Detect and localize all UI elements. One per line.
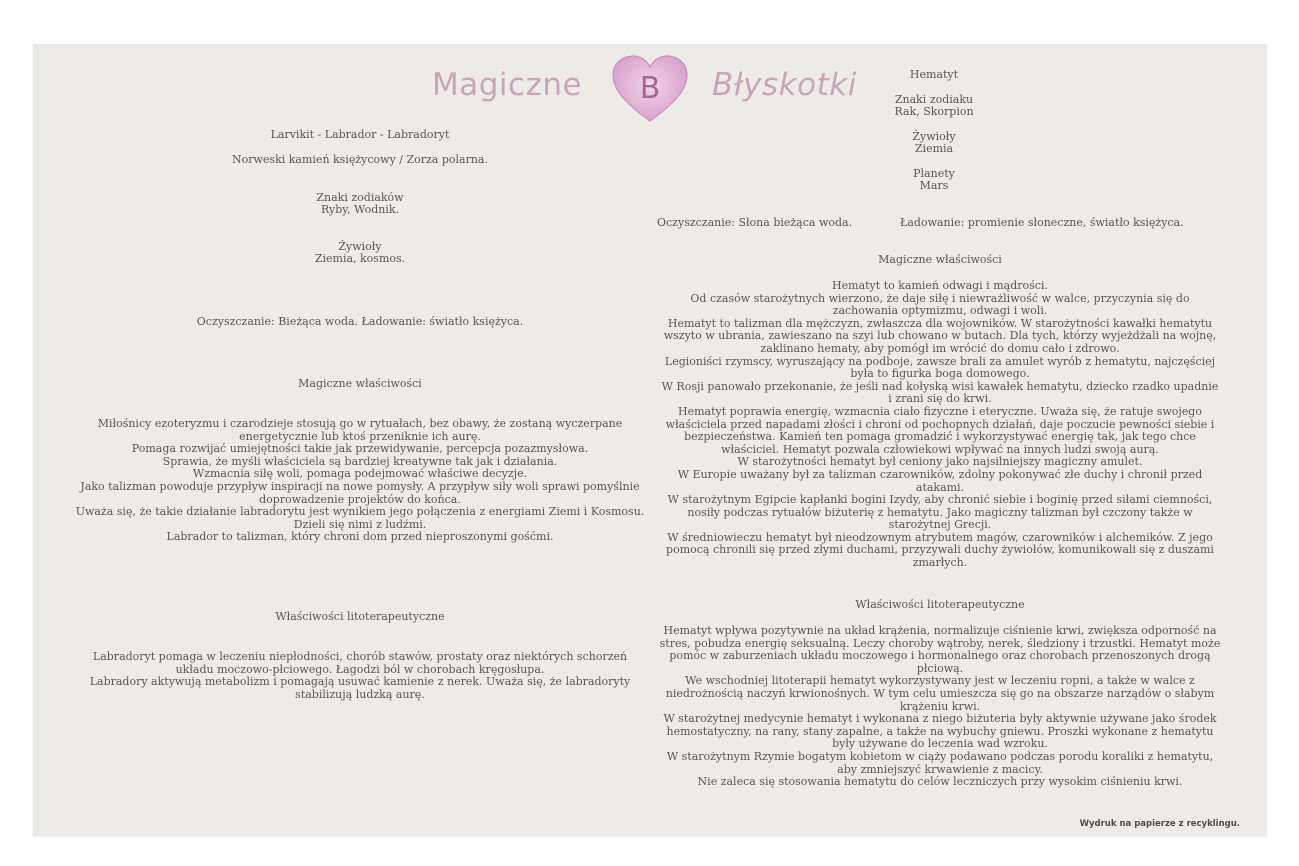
text-line: i zrani się do krwi. bbox=[888, 392, 992, 406]
left-magic-heading: Magiczne właściwości bbox=[298, 377, 422, 390]
brand-logo bbox=[430, 55, 870, 125]
text-line: Labradory aktywują metabolizm i pomagają usuwać kamienie z nerek. Uważa się, że labradoryty bbox=[89, 675, 631, 689]
text-line: była to figurka boga domowego. bbox=[850, 367, 1030, 381]
text-line: doprowadzenie projektów do końca. bbox=[259, 492, 461, 506]
left-elements-label: Żywioły bbox=[338, 240, 382, 253]
text-line: atakami. bbox=[915, 480, 965, 494]
text-line: Hematyt wpływa pozytywnie na układ krążenia, normalizuje ciśnienie krwi, zwiększa odporność na bbox=[663, 624, 1217, 637]
text-line: Jako talizman powoduje przypływ inspiracji na nowe pomysły. A przypływ siły woli sprawi pomyślnie bbox=[80, 479, 640, 493]
text-line: Legioniści rzymscy, wyruszający na podboje, zawsze brali za amulet wyrób z hematytu, najczęściej bbox=[664, 354, 1216, 368]
text-line: stabilizują ludzką aurę. bbox=[295, 687, 425, 701]
text-line: Dzieli się nimi z ludźmi. bbox=[293, 517, 427, 531]
logo-word-right: Błyskotki bbox=[712, 67, 857, 103]
text-line: niedrożnością naczyń krwionośnych. W tym celu umieszcza się go na obszarze narządów o słabym bbox=[665, 686, 1215, 700]
right-litho-heading: Właściwości litoterapeutyczne bbox=[855, 598, 1025, 611]
text-line: W Europie uważany był za talizman czarowników, zdolny pokonywać złe duchy i chronił przed bbox=[677, 467, 1203, 481]
right-zodiac-value: Rak, Skorpion bbox=[894, 105, 974, 118]
left-subtitle: Norweski kamień księżycowy / Zorza polarna. bbox=[232, 153, 488, 166]
right-magic-heading: Magiczne właściwości bbox=[878, 253, 1002, 266]
text-line: nosiły podczas rytuałów biżuterię z hematytu. Jako magiczny talizman był czczony także w bbox=[687, 505, 1193, 519]
right-zodiac-label: Znaki zodiaku bbox=[894, 93, 974, 106]
logo-word-left: Magiczne bbox=[432, 67, 583, 103]
text-line: W starożytnym Rzymie bogatym kobietom w ciąży podawano podczas porodu koraliki z hematytu, bbox=[666, 749, 1214, 763]
left-litho-heading: Właściwości litoterapeutyczne bbox=[275, 610, 445, 623]
text-line: pomocą chronili się przed złymi duchami, przyzywali duchy żywiołów, komunikowali się z duszami bbox=[666, 543, 1214, 557]
text-line: zmarłych. bbox=[912, 556, 968, 570]
left-zodiac-value: Ryby, Wodnik. bbox=[320, 203, 400, 216]
text-line: Labradoryt pomaga w leczeniu niepłodności, chorób stawów, prostaty oraz niektórych schorzeń bbox=[92, 650, 628, 663]
right-elements-value: Ziemia bbox=[914, 142, 954, 155]
text-line: W starożytnym Egipcie kapłanki bogini Izydy, aby chronić siebie i boginię przed siłami ciemności, bbox=[667, 493, 1213, 507]
text-line: były używane do leczenia wad wzroku. bbox=[832, 737, 1048, 751]
text-line: hemostatyczny, na rany, stany zapalne, a także na wybuchy gniewu. Proszki wykonane z hematytu bbox=[666, 724, 1214, 738]
text-line: Hematyt to talizman dla mężczyzn, zwłaszcza dla wojowników. W starożytności kawałki hematytu bbox=[667, 316, 1213, 330]
text-line: wszyto w ubrania, zawieszano na szyi lub chowano w butach. Dla tych, którzy wyjeżdżali na wojnę, bbox=[663, 329, 1217, 343]
text-line: krążeniu krwi. bbox=[899, 699, 981, 713]
left-magic-paragraph bbox=[55, 418, 665, 544]
right-planets-value: Mars bbox=[919, 179, 949, 192]
text-line: aby zmniejszyć krwawienie z macicy. bbox=[837, 762, 1043, 776]
left-title: Larvikit - Labrador - Labradoryt bbox=[270, 128, 450, 141]
left-litho-paragraph bbox=[55, 651, 665, 701]
text-line: Wzmacnia siłę woli, pomaga podejmować właściwe decyzje. bbox=[192, 467, 528, 481]
right-planets-label: Planety bbox=[913, 167, 955, 180]
text-line: stres, pobudza energię seksualną. Leczy choroby wątroby, nerek, śledziony i trzustki. Hematyt może bbox=[659, 636, 1221, 650]
text-line: Hematyt poprawia energię, wzmacnia ciało fizyczne i eteryczne. Uważa się, że ratuje swojego bbox=[678, 404, 1202, 418]
text-line: układu moczowo-płciowego. Łagodzi ból w chorobach kręgosłupa. bbox=[175, 662, 545, 676]
text-line: właściciela przed napadami złości i chroni od pochopnych działań, daje poczucie pewności siebie i bbox=[665, 417, 1215, 431]
text-line: właściciel. Hematyt pozwala człowiekowi wpływać na innych ludzi swoją aurą. bbox=[721, 442, 1159, 456]
text-line: W starożytności hematyt był ceniony jako najsilniejszy magiczny amulet. bbox=[737, 455, 1143, 469]
left-elements-value: Ziemia, kosmos. bbox=[314, 252, 406, 265]
heart-letter: B bbox=[639, 71, 661, 106]
text-line: pomóc w zaburzeniach układu moczowego i hormonalnego oraz chorobach przenoszonych drogą bbox=[669, 649, 1211, 663]
text-line: W starożytnej medycynie hematyt i wykonana z niego biżuteria były aktywnie używane jako środek bbox=[663, 712, 1217, 726]
text-line: Labrador to talizman, który chroni dom przed nieproszonymi gośćmi. bbox=[166, 530, 554, 544]
heart-icon bbox=[610, 55, 690, 125]
text-line: Od czasów starożytnych wierzono, że daje siłę i niewrażliwość w walce, przyczynia się do bbox=[690, 291, 1190, 305]
text-line: bezpieczeństwa. Kamień ten pomaga gromadzić i wykorzystywać energię tak, jak tego chce bbox=[684, 430, 1196, 444]
text-line: Miłośnicy ezoteryzmu i czarodzieje stosują go w rytuałach, bez obawy, że zostaną wyczerpane bbox=[97, 417, 623, 430]
right-cleansing: Oczyszczanie: Słona bieżąca woda. bbox=[657, 216, 853, 229]
text-line: zaklinano hematy, aby pomógł im wrócić do domu cało i zdrowo. bbox=[760, 341, 1120, 355]
left-zodiac-label: Znaki zodiaków bbox=[316, 191, 404, 204]
text-line: starożytnej Grecji. bbox=[888, 518, 992, 532]
right-title: Hematyt bbox=[909, 68, 959, 81]
text-line: We wschodniej litoterapii hematyt wykorzystywany jest w leczeniu ropni, a także w walce z bbox=[685, 674, 1195, 688]
text-line: energetycznie lub ktoś przeniknie ich aurę. bbox=[239, 429, 481, 443]
text-line: płciową. bbox=[916, 661, 964, 675]
text-line: zachowania optymizmu, odwagi i woli. bbox=[832, 304, 1048, 318]
left-cleansing: Oczyszczanie: Bieżąca woda. Ładowanie: światło księżyca. bbox=[196, 315, 524, 328]
right-elements-label: Żywioły bbox=[912, 130, 956, 143]
text-line: Sprawia, że myśli właściciela są bardziej kreatywne tak jak i działania. bbox=[162, 454, 558, 468]
right-litho-paragraph bbox=[640, 625, 1240, 789]
recycled-paper-note: Wydruk na papierze z recyklingu. bbox=[1079, 819, 1240, 829]
text-line: W średniowieczu hematyt był nieodzownym atrybutem magów, czarowników i alchemików. Z jego bbox=[667, 530, 1213, 544]
text-line: Uważa się, że takie działanie labradorytu jest wynikiem jego połączenia z energiami Ziemi i Kosmosu. bbox=[75, 505, 645, 519]
right-magic-paragraph bbox=[640, 280, 1240, 570]
text-line: W Rosji panowało przekonanie, że jeśli nad kołyską wisi kawałek hematytu, dziecko rzadko upadnie bbox=[661, 379, 1219, 393]
text-line: Pomaga rozwijać umiejętności takie jak przewidywanie, percepcja pozazmysłowa. bbox=[131, 442, 589, 456]
text-line: Hematyt to kamień odwagi i mądrości. bbox=[832, 279, 1048, 292]
text-line: Nie zaleca się stosowania hematytu do celów leczniczych przy wysokim ciśnieniu krwi. bbox=[697, 775, 1183, 789]
right-charging: Ładowanie: promienie słoneczne, światło księżyca. bbox=[900, 216, 1184, 229]
